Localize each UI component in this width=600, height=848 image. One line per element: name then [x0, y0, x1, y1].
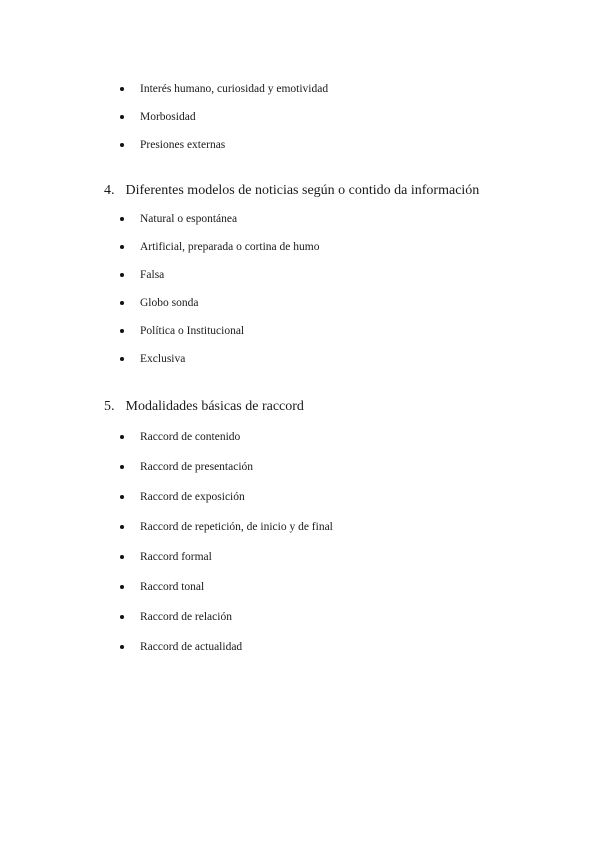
bullet-icon [120, 465, 124, 469]
list-item-text: Raccord de exposición [140, 491, 245, 503]
section-number: 5. [104, 399, 115, 414]
bullet-icon [120, 273, 124, 277]
section-heading [104, 182, 479, 200]
list-item-text: Raccord de actualidad [140, 641, 243, 653]
section-title: Diferentes modelos de noticias según o contido da información [125, 183, 480, 198]
bullet-icon [120, 115, 124, 119]
bullet-icon [120, 645, 124, 649]
bullet-icon [120, 245, 124, 249]
list-item-text: Raccord de relación [140, 611, 232, 623]
list-item-text: Presiones externas [140, 139, 226, 151]
bullet-icon [120, 585, 124, 589]
list-item-text: Interés humano, curiosidad y emotividad [140, 83, 329, 95]
section-title: Modalidades básicas de raccord [125, 399, 304, 414]
bullet-icon [120, 329, 124, 333]
bullet-icon [120, 87, 124, 91]
bullet-icon [120, 217, 124, 221]
bullet-icon [120, 495, 124, 499]
bullet-icon [120, 525, 124, 529]
list-item-text: Raccord de presentación [140, 461, 254, 473]
bullet-icon [120, 615, 124, 619]
list-item-text: Política o Institucional [140, 325, 245, 337]
list-item-text: Globo sonda [140, 297, 199, 309]
bullet-icon [120, 143, 124, 147]
bullet-icon [120, 301, 124, 305]
list-item-text: Exclusiva [140, 353, 186, 365]
list-item-text: Artificial, preparada o cortina de humo [140, 241, 320, 253]
list-item-text: Falsa [140, 269, 165, 281]
bullet-icon [120, 435, 124, 439]
list-item-text: Raccord formal [140, 551, 212, 563]
bullet-icon [120, 357, 124, 361]
bullet-icon [120, 555, 124, 559]
section-number: 4. [104, 183, 115, 198]
list-item-text: Raccord de repetición, de inicio y de final [140, 521, 333, 533]
list-item-text: Natural o espontánea [140, 213, 238, 225]
list-item-text: Raccord tonal [140, 581, 205, 593]
list-item-text: Morbosidad [140, 111, 196, 123]
list-item-text: Raccord de contenido [140, 431, 241, 443]
section-heading [104, 398, 304, 416]
